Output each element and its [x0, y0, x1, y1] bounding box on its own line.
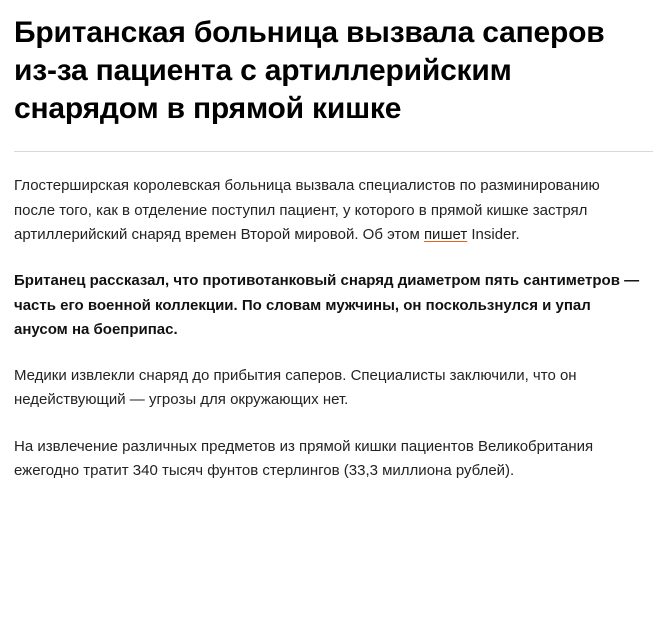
page-title: Британская больница вызвала саперов из-за пациента с артиллерийским снарядом в прямой кишке: [14, 16, 605, 125]
article-paragraph-4: На извлечение различных предметов из прямой кишки пациентов Великобритания ежегодно тратит 340 тысяч фунтов стерлингов (33,3 миллиона рублей).: [14, 437, 594, 480]
source-link[interactable]: пишет: [423, 225, 468, 243]
paragraph-text-after-link: Insider.: [467, 225, 520, 243]
article-paragraph-2: Британец рассказал, что противотанковый снаряд диаметром пять сантиметров — часть его военной коллекции. По словам мужчины, он поскользнулся и упал анусом на боеприпас.: [14, 272, 640, 338]
paragraph-text-before-link: Глостерширская королевская больница вызвала специалистов по разминированию после того, как в отделение поступил пациент, у которого в прямой кишке застрял артиллерийский снаряд времен Второй мировой. Об этом: [14, 177, 600, 243]
article-paragraph-3: Медики извлекли снаряд до прибытия саперов. Специалисты заключили, что он недействующий — угрозы для окружающих нет.: [14, 367, 577, 409]
article-paragraph-1: [14, 174, 644, 247]
header-divider: [14, 151, 653, 152]
